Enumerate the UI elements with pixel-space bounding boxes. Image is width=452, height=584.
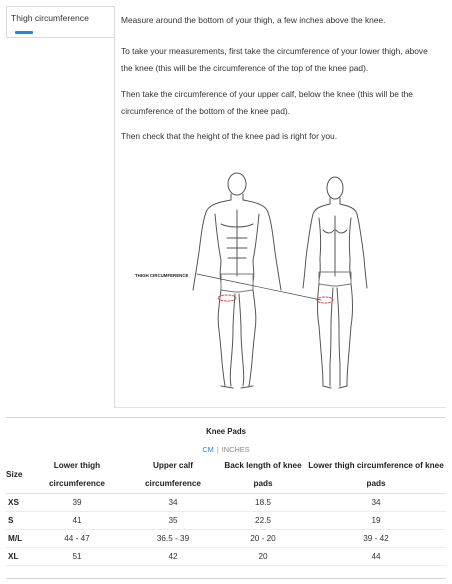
instruction-paragraph: Measure around the bottom of your thigh, a few inches above the knee. (121, 15, 386, 25)
tab-label: Thigh circumference (11, 13, 89, 23)
size-chart-table (6, 457, 446, 566)
callout-line (197, 274, 321, 300)
unit-separator: | (216, 445, 219, 454)
table-cell: 34 (371, 498, 381, 507)
table-cell: 39 (72, 498, 82, 507)
table-cell: 51 (72, 552, 82, 561)
tab-active-indicator (15, 31, 33, 34)
instruction-paragraph: To take your measurements, first take the circumference of your lower thigh, above the knee (this will be the circumference of the top of the knee pad). (121, 46, 428, 73)
table-cell: 18.5 (255, 498, 271, 507)
table-cell: 19 (371, 516, 381, 525)
section-divider (6, 578, 446, 579)
female-figure (303, 177, 367, 388)
table-cell: 22.5 (255, 516, 271, 525)
table-row (6, 494, 446, 512)
table-header-row (6, 457, 446, 494)
measurement-instructions-panel (114, 6, 446, 408)
header-upper-calf: Upper calf circumference (145, 461, 201, 488)
size-cell: XL (8, 552, 19, 561)
table-cell: 39 - 42 (363, 534, 389, 543)
size-cell: XS (8, 498, 19, 507)
size-table-title: Knee Pads (206, 427, 246, 436)
male-figure (193, 173, 281, 388)
table-cell: 36.5 - 39 (156, 534, 190, 543)
instruction-paragraph: Then check that the height of the knee pad is right for you. (121, 131, 338, 141)
unit-toggle (0, 445, 452, 454)
size-cell: S (8, 516, 14, 525)
figure-callout-label: THIGH CIRCUMFERENCE (135, 273, 189, 278)
tab-thigh-circumference[interactable] (6, 6, 114, 38)
table-cell: 42 (168, 552, 178, 561)
table-cell: 41 (72, 516, 82, 525)
header-back-length: Back length of knee pads (224, 461, 302, 488)
table-cell: 35 (168, 516, 178, 525)
unit-cm-option[interactable]: CM (202, 445, 214, 454)
instruction-paragraph: Then take the circumference of your upper calf, below the knee (this will be the circumference of the bottom of the knee pad). (121, 89, 413, 116)
table-cell: 44 - 47 (64, 534, 90, 543)
header-size: Size (6, 470, 23, 479)
table-row (6, 530, 446, 548)
table-cell: 34 (168, 498, 178, 507)
table-row (6, 548, 446, 566)
header-lower-thigh-knee-pads: Lower thigh circumference of knee pads (308, 461, 444, 488)
header-lower-thigh: Lower thigh circumference (49, 461, 105, 488)
section-divider (6, 417, 446, 418)
unit-inches-option[interactable]: INCHES (221, 445, 250, 454)
body-measurement-illustration (125, 166, 443, 396)
table-row (6, 512, 446, 530)
table-cell: 44 (371, 552, 381, 561)
table-cell: 20 (258, 552, 268, 561)
table-cell: 20 - 20 (250, 534, 276, 543)
size-cell: M/L (8, 534, 23, 543)
